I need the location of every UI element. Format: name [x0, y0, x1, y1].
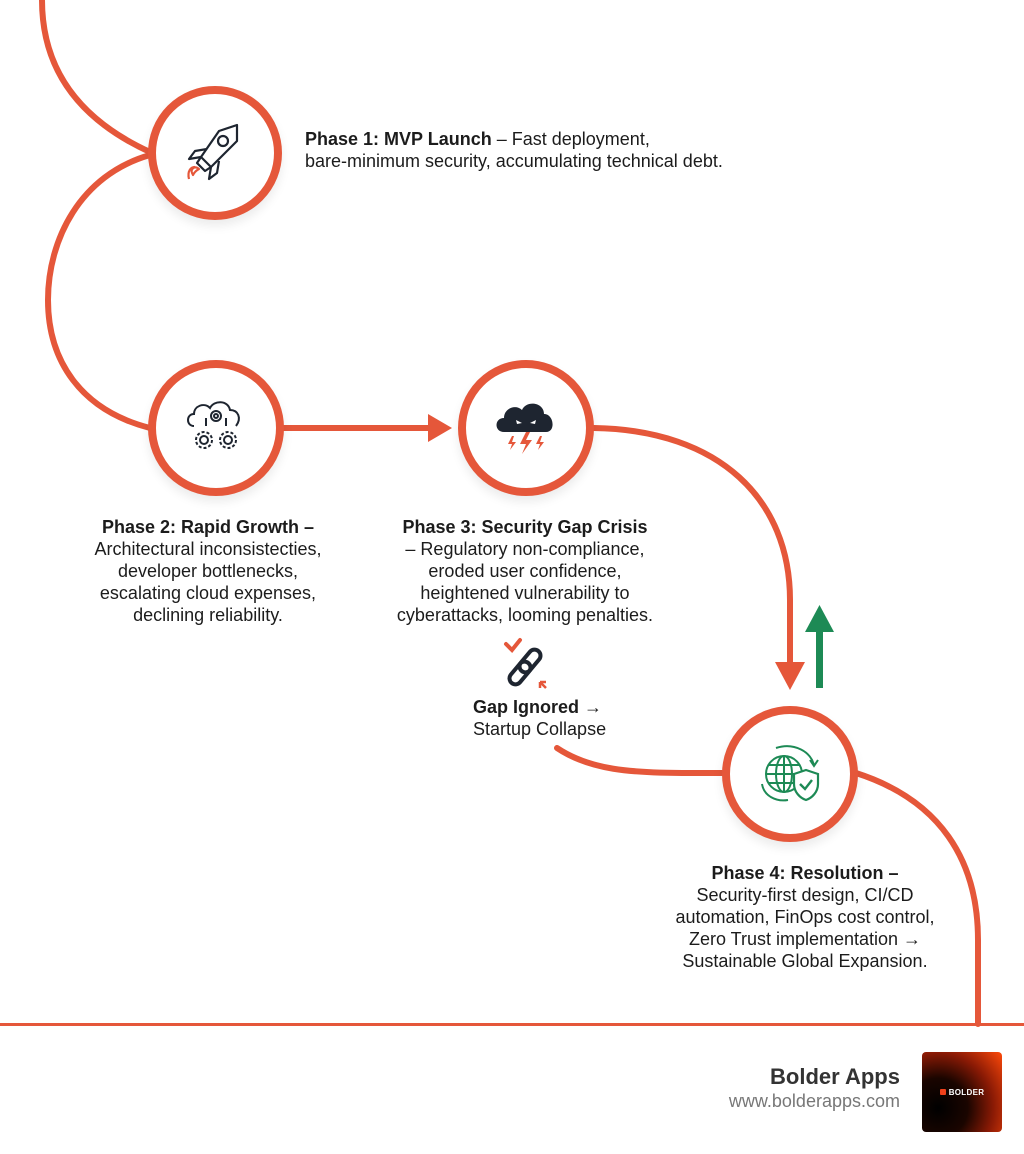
broken-link-icon — [500, 636, 560, 694]
phase-1-desc-line2: bare-minimum security, accumulating technical debt. — [305, 151, 723, 171]
rocket-icon — [179, 117, 251, 189]
brand-url[interactable]: www.bolderapps.com — [728, 1091, 900, 1111]
phase-4-node — [722, 706, 858, 842]
path-top-to-phase1 — [42, 0, 150, 152]
logo-text: BOLDER — [948, 1087, 985, 1097]
arrowhead-phase3 — [428, 414, 452, 442]
phase-3-node — [458, 360, 594, 496]
logo-square-icon — [940, 1089, 946, 1095]
phase-1-label: Phase 1: MVP Launch – Fast deployment, bare-minimum security, accumulating technical debt. — [305, 129, 723, 171]
arrowhead-phase4-down — [775, 662, 805, 690]
phase-2-label: Phase 2: Rapid Growth – Architectural inconsistecties, developer bottlenecks, escalating cloud expenses, declining reliability. — [94, 517, 322, 625]
globe-shield-icon — [754, 738, 826, 810]
phase-3-title: Phase 3: Security Gap Crisis — [402, 517, 648, 537]
brand-name: Bolder Apps — [770, 1064, 900, 1089]
phase-1-title: Phase 1: MVP Launch — [305, 129, 492, 149]
collapse-branch-title: Gap Ignored → — [473, 697, 603, 717]
path-phase1-to-phase2 — [48, 155, 150, 428]
brand-block — [729, 1064, 900, 1112]
phase-2-title: Phase 2: Rapid Growth – — [101, 517, 315, 537]
phase-4-label: Phase 4: Resolution – Security-first design, CI/CD automation, FinOps cost control, Zero Trust implementation → Sustainable Global Expansion. — [675, 863, 935, 971]
phase-3-label: Phase 3: Security Gap Crisis – Regulatory non-compliance, eroded user confidence, heightened vulnerability to cyberattacks, looming penalties. — [396, 517, 654, 625]
footer-divider — [0, 1023, 1024, 1026]
path-collapse-branch — [557, 748, 722, 773]
green-up-arrow — [805, 605, 834, 688]
phase-4-title: Phase 4: Resolution – — [711, 863, 899, 883]
phase-1-desc-line1: Fast deployment, — [511, 129, 650, 149]
phase-1-node — [148, 86, 282, 220]
phase-2-node — [148, 360, 284, 496]
collapse-branch-subtitle: Startup Collapse — [473, 719, 607, 739]
collapse-branch-label — [473, 696, 606, 740]
brand-logo — [922, 1052, 1002, 1132]
cloud-gears-icon — [180, 392, 252, 464]
storm-cloud-icon — [490, 392, 562, 464]
